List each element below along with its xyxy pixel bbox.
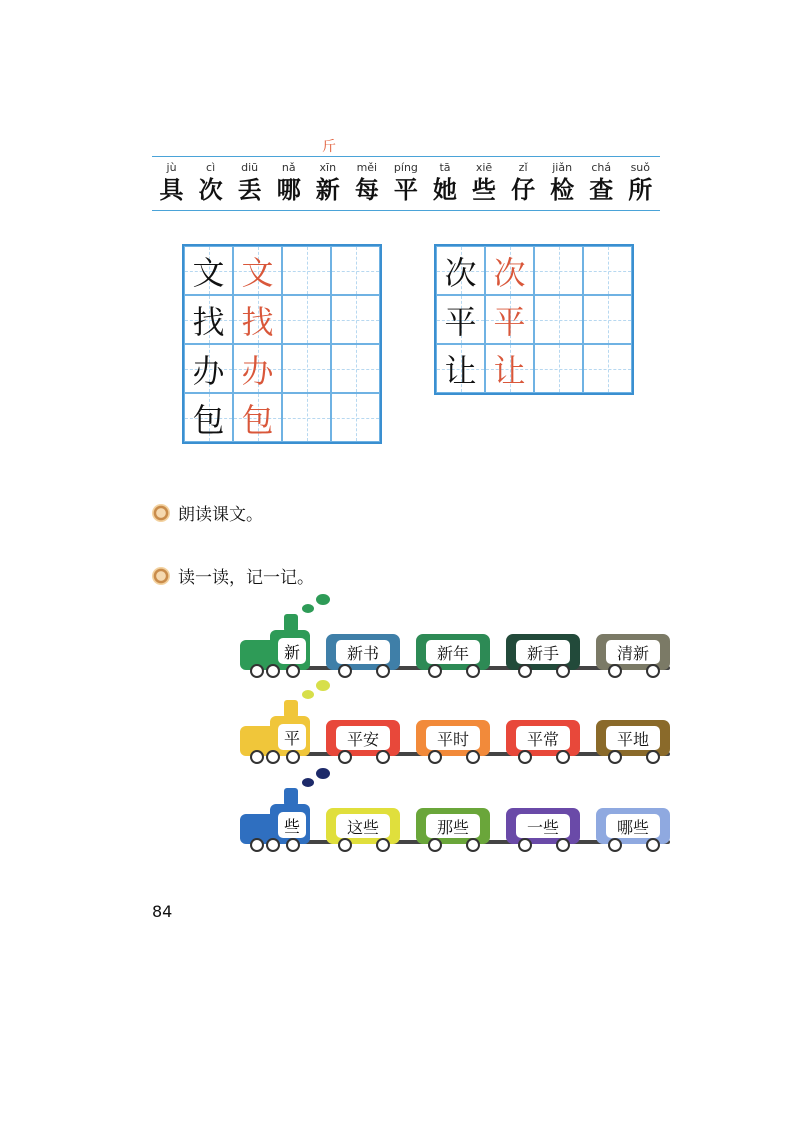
- writing-grid-left: [182, 244, 382, 444]
- character-item: [153, 160, 191, 204]
- model-character: 包: [192, 400, 225, 439]
- engine-character: 些: [278, 812, 306, 838]
- word-car: [506, 808, 580, 844]
- wheel-icon: [428, 838, 442, 852]
- section-read-remember-label: 读一读，记一记。: [178, 568, 314, 588]
- grid-cell: [184, 246, 233, 295]
- pinyin: jiǎn: [552, 161, 573, 174]
- engine-stack: [284, 700, 298, 718]
- wheel-icon: [266, 750, 280, 764]
- smoke-puff-icon: [316, 594, 330, 605]
- bullet-icon: [152, 504, 170, 522]
- model-character: 次: [444, 253, 477, 292]
- character-item: [387, 160, 425, 204]
- character-item: [192, 160, 230, 204]
- grid-cell[interactable]: [534, 246, 583, 295]
- model-character: 平: [444, 302, 477, 341]
- pinyin: suǒ: [630, 161, 650, 174]
- word-car: [326, 808, 400, 844]
- smoke-puff-icon: [316, 680, 330, 691]
- section-read-text: [152, 500, 263, 525]
- wheel-icon: [266, 664, 280, 678]
- grid-cell: [233, 295, 282, 344]
- wheel-icon: [250, 664, 264, 678]
- wheel-icon: [286, 750, 300, 764]
- pinyin: měi: [356, 161, 378, 174]
- wheel-icon: [376, 750, 390, 764]
- wheel-icon: [250, 750, 264, 764]
- wheel-icon: [608, 838, 622, 852]
- hanzi: 每: [354, 175, 379, 204]
- character-item: [621, 160, 659, 204]
- grid-cell[interactable]: [583, 295, 632, 344]
- word-label: 新书: [336, 640, 390, 664]
- grid-cell[interactable]: [331, 246, 380, 295]
- tracing-character: 平: [493, 302, 526, 341]
- hanzi: 她: [432, 175, 457, 204]
- smoke-puff-icon: [302, 690, 314, 699]
- word-train: [240, 618, 670, 682]
- word-label: 新年: [426, 640, 480, 664]
- word-car: [326, 720, 400, 756]
- wheel-icon: [250, 838, 264, 852]
- hanzi: 检: [550, 175, 575, 204]
- hanzi: 具: [159, 175, 184, 204]
- character-row: [152, 160, 660, 204]
- hanzi: 所: [628, 175, 653, 204]
- character-item: [465, 160, 503, 204]
- hanzi: 次: [198, 175, 223, 204]
- tracing-character: 次: [493, 253, 526, 292]
- word-car: [416, 720, 490, 756]
- word-label: 这些: [336, 814, 390, 838]
- grid-cell: [184, 295, 233, 344]
- smoke-puff-icon: [302, 604, 314, 613]
- train-engine: [240, 618, 310, 674]
- wheel-icon: [556, 750, 570, 764]
- tracing-character: 让: [493, 351, 526, 390]
- pinyin: nǎ: [281, 161, 296, 174]
- word-car: [596, 634, 670, 670]
- grid-cell: [436, 246, 485, 295]
- grid-cell: [485, 246, 534, 295]
- wheel-icon: [466, 750, 480, 764]
- section-read-remember: [152, 563, 314, 588]
- word-car: [506, 634, 580, 670]
- tracing-character: 包: [241, 400, 274, 439]
- grid-cell[interactable]: [534, 344, 583, 393]
- character-item: [582, 160, 620, 204]
- grid-cell[interactable]: [331, 344, 380, 393]
- engine-character: 平: [278, 724, 306, 750]
- pinyin: diū: [241, 161, 259, 174]
- word-car: [416, 634, 490, 670]
- grid-cell[interactable]: [534, 295, 583, 344]
- hanzi: 平: [393, 175, 418, 204]
- word-label: 那些: [426, 814, 480, 838]
- tracing-character: 文: [241, 253, 274, 292]
- wheel-icon: [428, 664, 442, 678]
- wheel-icon: [646, 750, 660, 764]
- character-item: [504, 160, 542, 204]
- wheel-icon: [338, 750, 352, 764]
- word-label: 新手: [516, 640, 570, 664]
- grid-cell: [184, 344, 233, 393]
- hanzi: 丢: [237, 175, 262, 204]
- grid-cell[interactable]: [583, 246, 632, 295]
- wheel-icon: [556, 838, 570, 852]
- pinyin: xiē: [475, 161, 493, 174]
- model-character: 办: [192, 351, 225, 390]
- word-label: 清新: [606, 640, 660, 664]
- word-car: [416, 808, 490, 844]
- wheel-icon: [286, 664, 300, 678]
- grid-cell[interactable]: [282, 393, 331, 442]
- engine-stack: [284, 788, 298, 806]
- grid-cell[interactable]: [282, 295, 331, 344]
- word-label: 平常: [516, 726, 570, 750]
- radical-mark: 斤: [322, 139, 336, 155]
- character-item: [426, 160, 464, 204]
- section-read-text-label: 朗读课文。: [178, 505, 263, 525]
- grid-cell: [436, 295, 485, 344]
- grid-cell: [184, 393, 233, 442]
- pinyin: zǐ: [518, 161, 528, 174]
- character-item: [270, 160, 308, 204]
- page-number: 84: [152, 902, 173, 921]
- wheel-icon: [646, 664, 660, 678]
- pinyin: xīn: [319, 161, 337, 174]
- word-label: 哪些: [606, 814, 660, 838]
- wheel-icon: [286, 838, 300, 852]
- hanzi: 查: [589, 175, 614, 204]
- wheel-icon: [428, 750, 442, 764]
- smoke-puff-icon: [316, 768, 330, 779]
- hanzi: 些: [472, 175, 497, 204]
- model-character: 让: [444, 351, 477, 390]
- wheel-icon: [266, 838, 280, 852]
- wheel-icon: [646, 838, 660, 852]
- word-car: [506, 720, 580, 756]
- writing-grid-right: [434, 244, 634, 395]
- word-train: [240, 704, 670, 768]
- pinyin: chá: [591, 161, 612, 174]
- wheel-icon: [518, 664, 532, 678]
- pinyin: cì: [206, 161, 216, 174]
- grid-cell: [233, 393, 282, 442]
- word-car: [596, 720, 670, 756]
- grid-cell[interactable]: [282, 344, 331, 393]
- hanzi: 哪: [276, 175, 301, 204]
- hanzi: 新: [315, 175, 340, 204]
- wheel-icon: [466, 664, 480, 678]
- grid-cell[interactable]: [282, 246, 331, 295]
- word-label: 一些: [516, 814, 570, 838]
- pinyin: jù: [166, 161, 177, 174]
- grid-cell: [485, 344, 534, 393]
- character-item: [231, 160, 269, 204]
- word-label: 平地: [606, 726, 660, 750]
- pinyin: tā: [439, 161, 451, 174]
- grid-cell: [485, 295, 534, 344]
- character-item: [348, 160, 386, 204]
- model-character: 找: [192, 302, 225, 341]
- word-train: [240, 792, 670, 856]
- character-item: [309, 160, 347, 204]
- wheel-icon: [556, 664, 570, 678]
- header-rule-bottom: [152, 210, 660, 211]
- smoke-puff-icon: [302, 778, 314, 787]
- model-character: 文: [192, 253, 225, 292]
- wheel-icon: [376, 664, 390, 678]
- word-label: 平时: [426, 726, 480, 750]
- tracing-character: 找: [241, 302, 274, 341]
- grid-cell[interactable]: [583, 344, 632, 393]
- wheel-icon: [338, 838, 352, 852]
- grid-cell: [233, 344, 282, 393]
- train-engine: [240, 704, 310, 760]
- engine-character: 新: [278, 638, 306, 664]
- wheel-icon: [608, 664, 622, 678]
- word-car: [596, 808, 670, 844]
- tracing-character: 办: [241, 351, 274, 390]
- wheel-icon: [466, 838, 480, 852]
- wheel-icon: [518, 838, 532, 852]
- grid-cell[interactable]: [331, 393, 380, 442]
- bullet-icon: [152, 567, 170, 585]
- grid-cell: [233, 246, 282, 295]
- hanzi: 仔: [511, 175, 536, 204]
- character-item: [543, 160, 581, 204]
- grid-cell: [436, 344, 485, 393]
- pinyin: píng: [393, 161, 418, 174]
- engine-stack: [284, 614, 298, 632]
- train-engine: [240, 792, 310, 848]
- word-car: [326, 634, 400, 670]
- wheel-icon: [338, 664, 352, 678]
- wheel-icon: [608, 750, 622, 764]
- word-label: 平安: [336, 726, 390, 750]
- wheel-icon: [518, 750, 532, 764]
- grid-cell[interactable]: [331, 295, 380, 344]
- wheel-icon: [376, 838, 390, 852]
- header-rule-top: [152, 156, 660, 157]
